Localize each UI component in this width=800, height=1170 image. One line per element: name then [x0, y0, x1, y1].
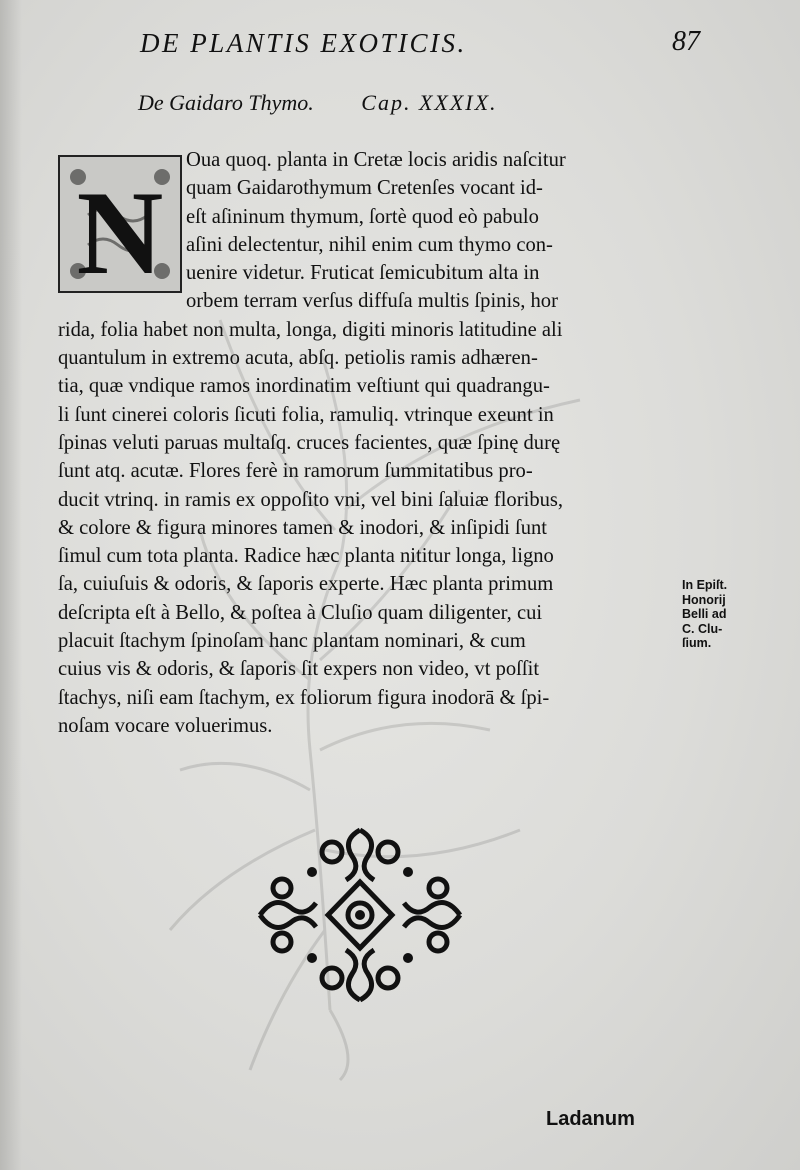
text-line: uenire videtur. Fruticat ſemicubitum alta in [186, 262, 540, 285]
catchword: Ladanum [546, 1108, 635, 1130]
text-line: deſcripta eſt à Bello, & poſtea à Cluſio quam diligenter, cui [58, 601, 543, 624]
text-line: Oua quoq. planta in Cretæ locis aridis naſcitur [186, 149, 566, 171]
marginal-note [682, 578, 790, 651]
marginal-line: In Epiſt. [682, 578, 728, 592]
text-line: & colore & figura minores tamen & inodori, & inſipidi ſunt [58, 516, 548, 539]
text-line: ſpinas veluti paruas multaſq. cruces facientes, quæ ſpinę durę [58, 431, 561, 454]
text-line: ſunt atq. acutæ. Flores ferè in ramorum ſummitatibus pro- [58, 460, 533, 483]
running-head [140, 22, 700, 62]
text-line: ducit vtrinq. in ramis ex oppoſito vni, vel bini ſaluiæ floribus, [58, 488, 564, 511]
text-line: ſimul cum tota planta. Radice hæc planta nititur longa, ligno [58, 545, 554, 568]
marginal-line: C. Clu- [682, 621, 723, 636]
text-line: orbem terram verſus diffuſa multis ſpinis, hor [186, 290, 558, 313]
chapter-heading [138, 90, 638, 116]
chapter-title: De Gaidaro Thymo. [138, 90, 314, 115]
page-number: 87 [672, 26, 700, 57]
marginal-line: ſium. [682, 636, 712, 650]
text-line: ſtachys, niſi eam ſtachym, ex foliorum figura inodorā & ſpi- [58, 686, 550, 709]
marginal-line: Honorij [682, 592, 726, 607]
chapter-number: Cap. XXXIX. [361, 90, 498, 115]
fleuron-ornament-icon [252, 822, 468, 1008]
text-line: eſt aſininum thymum, ſortè quod eò pabulo [186, 205, 539, 228]
text-line: li ſunt cinerei coloris ſicuti folia, ramuliq. vtrinque exeunt in [58, 403, 554, 426]
running-title: DE PLANTIS EXOTICIS. [140, 28, 467, 58]
text-line: ſa, cuiuſuis & odoris, & ſaporis experte. Hæc planta primum [58, 573, 554, 596]
text-line: noſam vocare voluerimus. [58, 714, 273, 737]
text-line: placuit ſtachym ſpinoſam hanc plantam nominari, & cum [58, 630, 526, 653]
text-line: tia, quæ vndique ramos inordinatim veſtiunt qui quadrangu- [58, 375, 550, 398]
text-line: aſini delectentur, nihil enim cum thymo con- [186, 233, 553, 256]
text-line: quam Gaidarothymum Cretenſes vocant id- [186, 177, 543, 200]
text-line: quantulum in extremo acuta, abſq. petiolis ramis adhæren- [58, 347, 538, 370]
text-line: cuius vis & odoris, & ſaporis ſit expers non video, vt poſſit [58, 658, 540, 681]
body-text [58, 146, 680, 740]
text-line: rida, folia habet non multa, longa, digiti minoris latitudine ali [58, 318, 563, 341]
gutter-shadow [0, 0, 22, 1170]
marginal-line: Belli ad [682, 607, 727, 621]
initial-letter: N [76, 166, 164, 293]
